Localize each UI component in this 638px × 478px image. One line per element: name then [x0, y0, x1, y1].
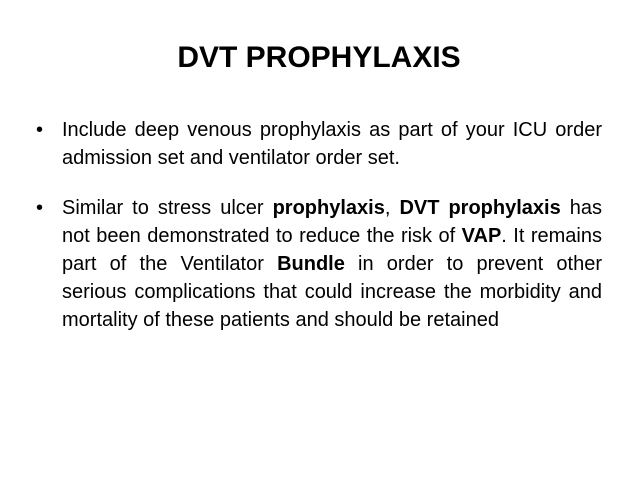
bold-term-dvt-prophylaxis: DVT prophylaxis: [399, 197, 561, 219]
bullet-text: . It remains part of the Ventilator: [62, 225, 602, 275]
bullet-item-2: [36, 194, 602, 334]
bullet-text: in order to prevent other serious complications that could increase the morbidity and mortality of these patients and should be retained: [62, 253, 603, 331]
bullet-item-1: [36, 116, 602, 172]
bullet-text: has not been demonstrated to reduce the risk of: [62, 197, 602, 247]
slide-title: DVT PROPHYLAXIS: [177, 41, 461, 74]
bullet-marker: •: [36, 197, 44, 219]
bold-term-prophylaxis: prophylaxis: [272, 197, 385, 219]
bold-term-bundle: Bundle: [277, 253, 345, 275]
bullet-text: Include deep venous prophylaxis as part of your ICU order admission set and ventilator order set.: [62, 119, 602, 169]
bullet-marker: •: [36, 119, 44, 141]
bold-term-vap: VAP: [461, 225, 502, 247]
bullet-text: Similar to stress ulcer: [62, 197, 273, 219]
bullet-list: [36, 116, 602, 334]
bullet-text: ,: [384, 197, 400, 219]
